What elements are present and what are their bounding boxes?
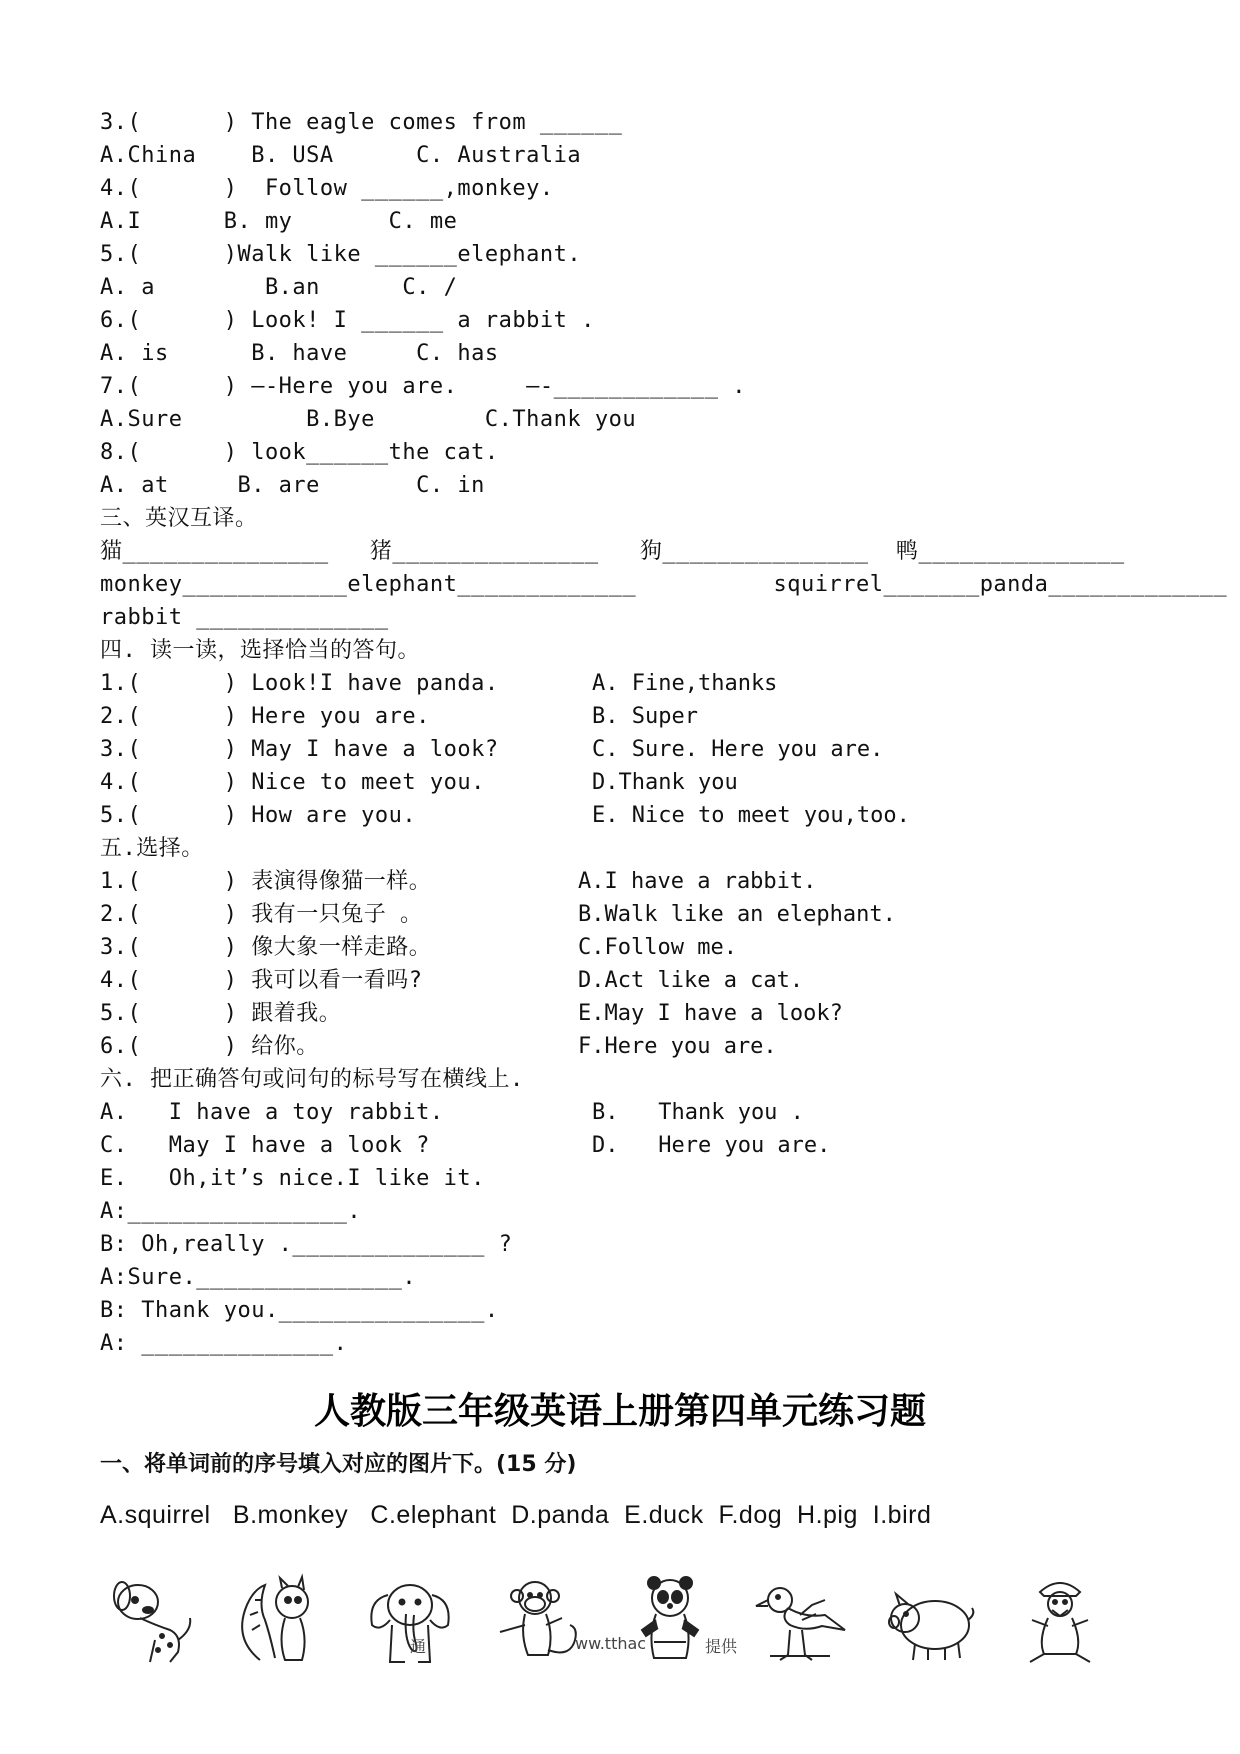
dog-picture	[100, 1570, 200, 1670]
animal-picture-row	[100, 1570, 1100, 1680]
s5-answer-b: B.Walk like an elephant.	[578, 902, 896, 927]
watermark-left: 通	[410, 1637, 427, 1656]
s5-question-2: 2.( ) 我有一只兔子 。	[100, 902, 423, 927]
squirrel-picture	[230, 1570, 330, 1670]
question-8: 8.( ) look______the cat.	[100, 440, 499, 465]
s4-question-4: 4.( ) Nice to meet you.	[100, 770, 485, 795]
watermark-mid: ww.tthac	[575, 1634, 647, 1653]
dialog-line-3: A:Sure._______________.	[100, 1265, 417, 1290]
s5-answer-c: C.Follow me.	[578, 935, 737, 960]
s5-answer-e: E.May I have a look?	[578, 1001, 843, 1026]
translate-row-3: rabbit ______________	[100, 605, 389, 630]
question-7-options: A.Sure B.Bye C.Thank you	[100, 407, 637, 432]
s6-option-e: E. Oh,it’s nice.I like it.	[100, 1166, 485, 1191]
s6-option-d: D. Here you are.	[592, 1133, 831, 1158]
section-six-heading: 六. 把正确答句或问句的标号写在横线上.	[100, 1067, 524, 1092]
s6-option-a: A. I have a toy rabbit.	[100, 1100, 444, 1125]
s5-answer-a: A.I have a rabbit.	[578, 869, 817, 894]
question-5-options: A. a B.an C. /	[100, 275, 458, 300]
translate-row-2: monkey____________elephant_____________ squirrel_______panda_____________	[100, 572, 1228, 597]
s4-answer-d: D.Thank you	[592, 770, 738, 795]
question-8-options: A. at B. are C. in	[100, 473, 485, 498]
s5-question-5: 5.( ) 跟着我。	[100, 1001, 342, 1026]
s4-question-1: 1.( ) Look!I have panda.	[100, 671, 499, 696]
bird-picture	[750, 1570, 850, 1670]
s5-question-6: 6.( ) 给你。	[100, 1034, 319, 1059]
question-7: 7.( ) —-Here you are. —-____________ .	[100, 374, 747, 399]
part-one-heading: 一、将单词前的序号填入对应的图片下。(15 分)	[100, 1452, 577, 1477]
s5-answer-f: F.Here you are.	[578, 1034, 777, 1059]
question-3: 3.( ) The eagle comes from ______	[100, 110, 623, 135]
question-3-options: A.China B. USA C. Australia	[100, 143, 582, 168]
section-five-heading: 五.选择。	[100, 836, 204, 861]
s4-answer-e: E. Nice to meet you,too.	[592, 803, 910, 828]
s4-answer-c: C. Sure. Here you are.	[592, 737, 884, 762]
section-three-heading: 三、英汉互译。	[100, 506, 258, 531]
question-6-options: A. is B. have C. has	[100, 341, 499, 366]
duck-picture	[1010, 1570, 1110, 1670]
dialog-line-5: A: ______________.	[100, 1331, 348, 1356]
s6-option-b: B. Thank you .	[592, 1100, 804, 1125]
question-6: 6.( ) Look! I ______ a rabbit .	[100, 308, 595, 333]
question-4-options: A.I B. my C. me	[100, 209, 458, 234]
word-bank: A.squirrel B.monkey C.elephant D.panda E.duck F.dog H.pig I.bird	[100, 1501, 932, 1529]
watermark-right: 提供	[705, 1637, 738, 1656]
s4-answer-b: B. Super	[592, 704, 698, 729]
unit-title: 人教版三年级英语上册第四单元练习题	[313, 1390, 926, 1432]
monkey-picture	[490, 1570, 590, 1670]
section-four-heading: 四. 读一读，选择恰当的答句。	[100, 638, 420, 663]
dialog-line-1: A:________________.	[100, 1199, 362, 1224]
s4-answer-a: A. Fine,thanks	[592, 671, 778, 696]
s4-question-5: 5.( ) How are you.	[100, 803, 417, 828]
question-4: 4.( ) Follow ______,monkey.	[100, 176, 554, 201]
s4-question-2: 2.( ) Here you are.	[100, 704, 430, 729]
s5-answer-d: D.Act like a cat.	[578, 968, 804, 993]
question-5: 5.( )Walk like ______elephant.	[100, 242, 582, 267]
dialog-line-2: B: Oh,really .______________ ?	[100, 1232, 513, 1257]
translate-row-1: 猫_______________ 猪_______________ 狗_______________ 鸭_______________	[100, 539, 1125, 564]
dialog-line-4: B: Thank you._______________.	[100, 1298, 499, 1323]
s4-question-3: 3.( ) May I have a look?	[100, 737, 499, 762]
s5-question-3: 3.( ) 像大象一样走路。	[100, 935, 432, 960]
s5-question-1: 1.( ) 表演得像猫一样。	[100, 869, 432, 894]
s5-question-4: 4.( ) 我可以看一看吗?	[100, 968, 423, 993]
s6-option-c: C. May I have a look ?	[100, 1133, 430, 1158]
pig-picture	[880, 1570, 980, 1670]
